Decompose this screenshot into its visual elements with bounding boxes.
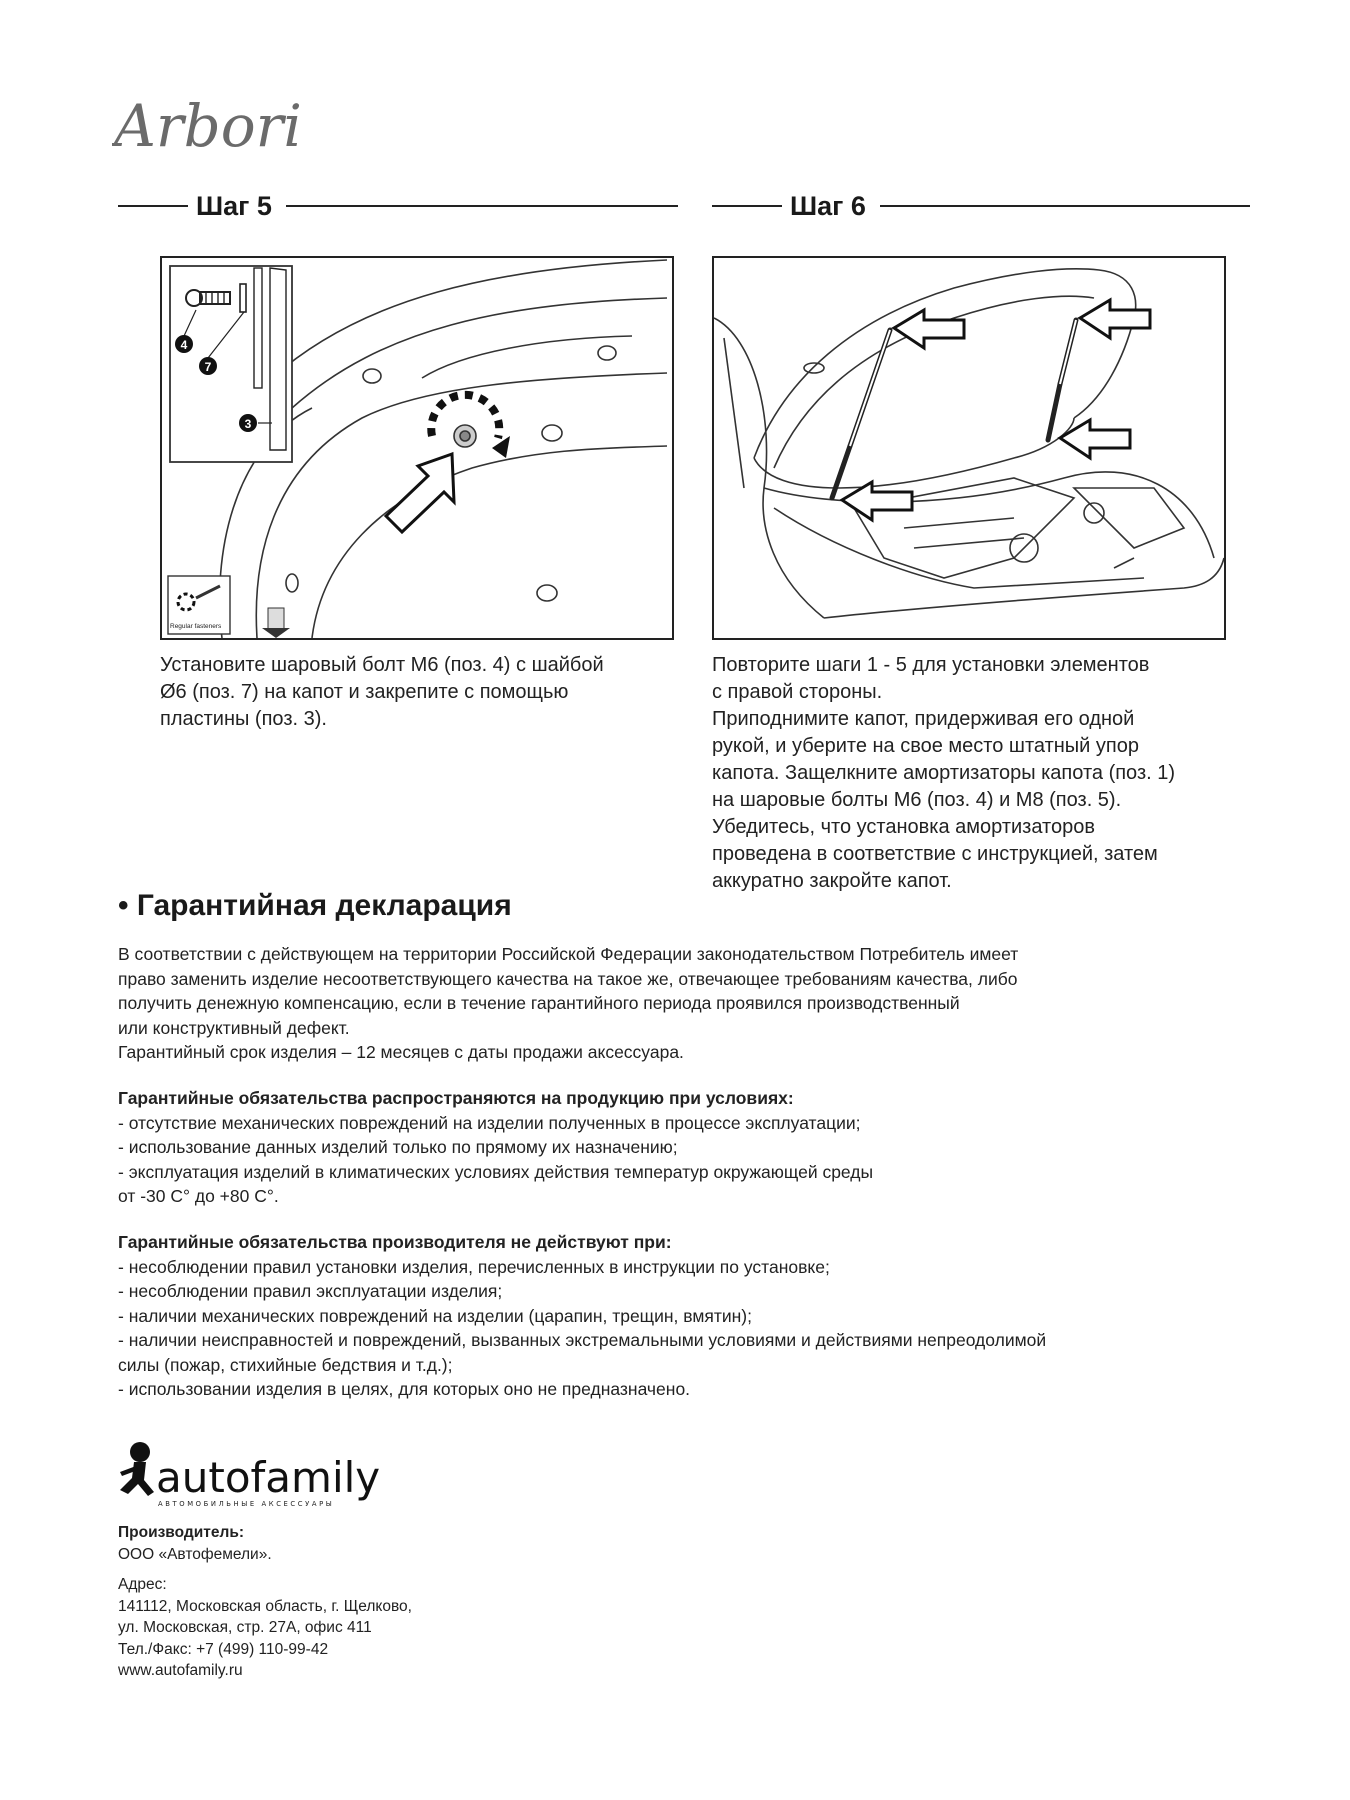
step6-header: [712, 188, 1250, 224]
autofamily-logo-text: autofamily: [156, 1453, 381, 1502]
running-child-icon: [120, 1442, 154, 1496]
manufacturer-label: Производитель:: [118, 1524, 245, 1541]
arbori-logo-text: Arbori: [114, 92, 302, 160]
hood-underside-drawing: [162, 258, 672, 638]
svg-text:7: 7: [204, 360, 212, 374]
autofamily-logo: [114, 1440, 404, 1514]
regular-fasteners-icon: [168, 576, 230, 634]
strut-arrow-icon: [1080, 300, 1150, 338]
step5-title: Шаг 5: [192, 188, 276, 224]
manufacturer-name: ООО «Автофемели».: [118, 1545, 272, 1563]
warranty-title: • Гарантийная декларация: [118, 889, 512, 922]
step5-header: [118, 188, 678, 224]
exclusions-title: Гарантийные обязательства производителя не действуют при:: [118, 1232, 672, 1252]
arbori-logo: [112, 88, 312, 166]
svg-text:Regular fasteners: Regular fasteners: [170, 623, 222, 630]
strut-arrow-icon: [894, 310, 964, 348]
autofamily-tagline: АВТОМОБИЛЬНЫЕ АКСЕССУАРЫ: [158, 1500, 335, 1508]
step6-title: Шаг 6: [786, 188, 870, 224]
step5-caption: Установите шаровый болт М6 (поз. 4) с шайбой Ø6 (поз. 7) на капот и закрепите с помощью пластины (поз. 3).: [160, 654, 604, 730]
conditions-title: Гарантийные обязательства распространяются на продукцию при условиях:: [118, 1088, 794, 1108]
manufacturer-address: Адрес: 141112, Московская область, г. Щелково, ул. Московская, стр. 27А, офис 411 Тел./Факс: +7 (499) 110-99-42 www.autofamily.ru: [118, 1574, 518, 1682]
install-arrow-icon: [386, 454, 454, 532]
website-link[interactable]: www.autofamily.ru: [118, 1662, 243, 1679]
warranty-conditions: Гарантийные обязательства распространяются на продукцию при условиях: - отсутствие механических повреждений на изделии полученных в процессе эксплуатации; - использование данных изделий только по прямому их назначению; - эксплуатация изделий в климатических условиях действия температур окружающей среды от -30 С° до +80 С°.: [118, 1086, 1238, 1209]
car-open-hood-drawing: [714, 258, 1224, 638]
step6-illustration: [712, 256, 1226, 640]
warranty-intro: В соответствии с действующем на территории Российской Федерации законодательством Потребитель имеет право заменить изделие несоответствующего качества на такое же, отвечающее требованиям качества, либо получить денежную компенсацию, если в течение гарантийного периода проявился производственный или конструктивный дефект. Гарантийный срок изделия – 12 месяцев с даты продажи аксессуара.: [118, 944, 1019, 1062]
step6-caption: Повторите шаги 1 - 5 для установки элементов с правой стороны. Приподнимите капот, придерживая его одной рукой, и уберите на свое место штатный упор капота. Защелкните амортизаторы капота (поз. 1) на шаровые болты М6 (поз. 4) и М8 (поз. 5). Убедитесь, что установка амортизаторов проведена в соответствие с инструкцией, затем аккуратно закройте капот.: [712, 654, 1176, 892]
svg-text:3: 3: [244, 417, 252, 431]
svg-text:4: 4: [180, 338, 188, 352]
manufacturer-block: [118, 1522, 518, 1565]
front-direction-icon: [262, 608, 290, 638]
step5-illustration: [160, 256, 674, 640]
warranty-exclusions: Гарантийные обязательства производителя не действуют при: - несоблюдении правил установки изделия, перечисленных в инструкции по установке; - несоблюдении правил эксплуатации изделия; - наличии механических повреждений на изделии (царапин, трещин, вмятин); - наличии неисправностей и повреждений, вызванных экстремальными условиями и действиями непреодолимой силы (пожар, стихийные бедствия и т.д.); - использовании изделия в целях, для которых оно не предназначено.: [118, 1230, 1238, 1402]
